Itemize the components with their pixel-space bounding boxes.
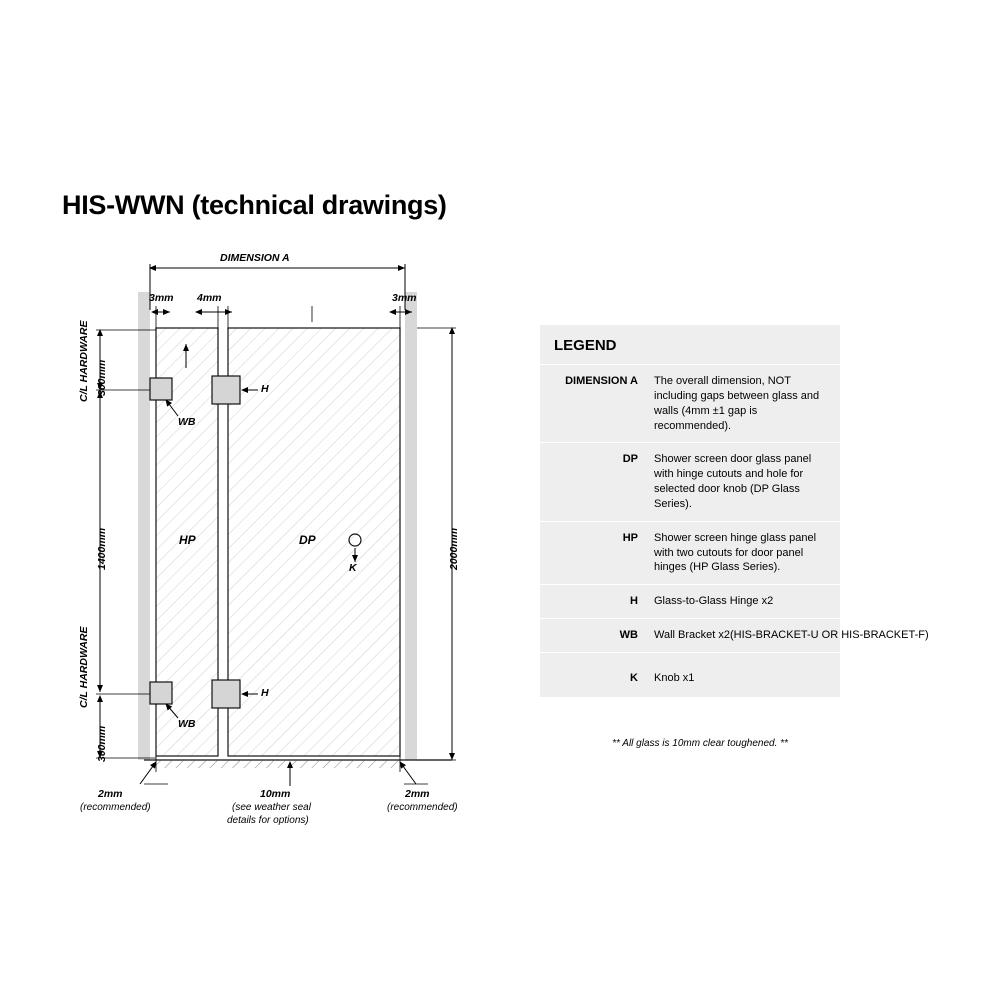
legend-row-h (540, 585, 840, 619)
legend-footnote: ** All glass is 10mm clear toughened. ** (612, 738, 788, 749)
panel-dp-label: DP (299, 533, 316, 547)
wall-bracket-top-label: WB (178, 416, 196, 428)
legend-key: DIMENSION A (565, 375, 638, 387)
wall-left (138, 292, 150, 760)
legend-row-k (540, 653, 840, 697)
cl-hardware-bottom-label: C/L HARDWARE (78, 626, 90, 708)
cl-hardware-top-label: C/L HARDWARE (78, 320, 90, 402)
legend-row-dp (540, 443, 840, 521)
legend-row-hp (540, 522, 840, 586)
wall-bracket-top-shape (150, 378, 172, 400)
gap-right-label: 3mm (392, 292, 417, 304)
bottom-left-note: (recommended) (80, 802, 151, 813)
dim-1400-label: 1400mm (96, 527, 108, 570)
bottom-right-value: 2mm (405, 788, 430, 800)
legend-key: DP (622, 453, 638, 466)
dimension-a-label: DIMENSION A (220, 252, 290, 264)
legend-value: Knob x1 (654, 671, 695, 684)
page-title: HIS-WWN (technical drawings) (62, 190, 447, 220)
legend-key: H (630, 595, 638, 608)
bottom-right-note: (recommended) (387, 802, 458, 813)
wall-bracket-bottom-label: WB (178, 718, 196, 730)
hinge-bottom-shape (212, 680, 240, 708)
legend-value: Wall Bracket x2(HIS-BRACKET-U OR HIS-BRACKET-F) (654, 629, 929, 642)
panel-hp-label: HP (179, 533, 196, 547)
hinge-top-shape (212, 376, 240, 404)
legend-key: K (630, 671, 638, 684)
hinge-bottom-label: H (261, 687, 269, 699)
dim-2000-label: 2000mm (448, 527, 460, 570)
gap-left-label: 3mm (149, 292, 174, 304)
drawing-svg (60, 250, 500, 840)
bottom-mid-note-2: details for options) (227, 815, 309, 826)
legend-value: Glass-to-Glass Hinge x2 (654, 595, 774, 608)
legend-row-dimension-a (540, 365, 840, 443)
legend-key: HP (622, 531, 638, 544)
bottom-mid-note-1: (see weather seal (232, 802, 311, 813)
bottom-mid-value: 10mm (260, 788, 291, 800)
wall-bracket-bottom-shape (150, 682, 172, 704)
hinge-top-label: H (261, 383, 269, 395)
legend-row-wb (540, 619, 929, 653)
dim-300-bottom-label: 300mm (96, 725, 108, 762)
wall-right (405, 292, 417, 760)
shower-screen-drawing (60, 250, 500, 840)
legend-value: Shower screen door glass panel with hinge cutouts and hole for selected door knob (DP Glass Series). (654, 453, 812, 510)
gap-mid-label: 4mm (197, 292, 222, 304)
bottom-left-value: 2mm (98, 788, 123, 800)
dim-300-top-label: 300mm (96, 359, 108, 396)
legend-heading: LEGEND (540, 325, 840, 365)
legend-panel (540, 325, 929, 697)
legend-value: The overall dimension, NOT including gaps between glass and walls (4mm ±1 gap is recommended). (654, 375, 820, 432)
legend-value: Shower screen hinge glass panel with two cutouts for door panel hinges (HP Glass Series). (654, 531, 817, 574)
knob-label: K (349, 562, 357, 574)
legend-key: WB (619, 629, 638, 642)
